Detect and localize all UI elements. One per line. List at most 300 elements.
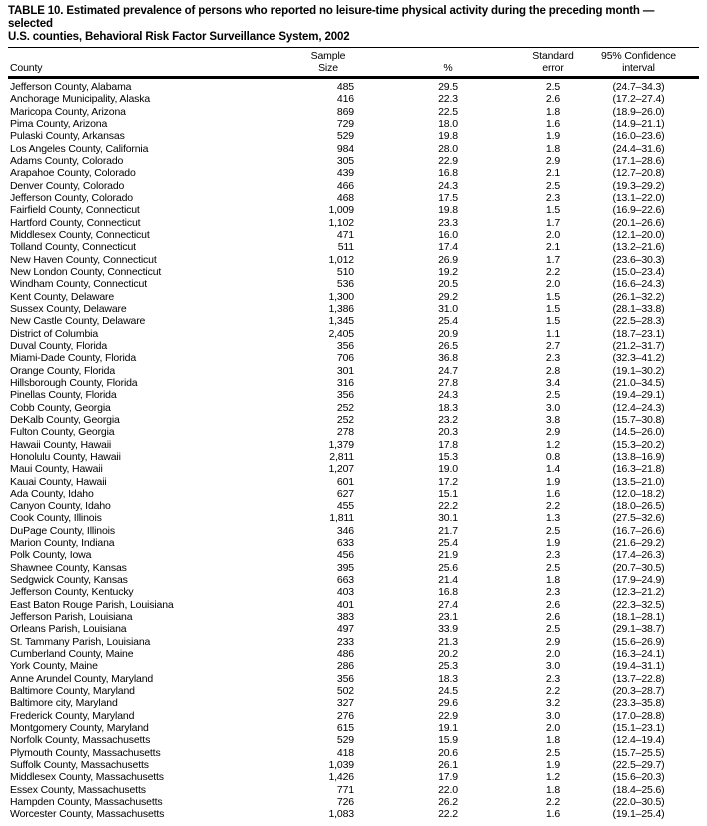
standard-error-cell: 2.6 bbox=[545, 93, 561, 106]
percent-cell: 22.5 bbox=[438, 105, 458, 118]
table-row bbox=[8, 488, 699, 500]
percent-cell: 21.9 bbox=[438, 549, 458, 562]
header-row bbox=[8, 48, 699, 78]
table-row bbox=[8, 106, 699, 118]
confidence-interval-cell: (12.4–24.3) bbox=[612, 401, 665, 414]
county-cell: Baltimore County, Maryland bbox=[10, 685, 135, 698]
table-row bbox=[8, 796, 699, 808]
standard-error-cell: 1.6 bbox=[545, 808, 561, 821]
standard-error-cell: 2.3 bbox=[545, 191, 561, 204]
table-row bbox=[8, 562, 699, 574]
county-cell: Norfolk County, Massachusetts bbox=[10, 734, 151, 747]
county-cell: Jefferson County, Colorado bbox=[10, 191, 133, 204]
county-cell: Pinellas County, Florida bbox=[10, 389, 117, 402]
county-cell: Middlesex County, Connecticut bbox=[10, 228, 150, 241]
county-cell: Arapahoe County, Colorado bbox=[10, 167, 136, 180]
confidence-interval-cell: (18.1–28.1) bbox=[612, 611, 665, 624]
table-row bbox=[8, 759, 699, 771]
confidence-interval-cell: (24.4–31.6) bbox=[612, 142, 665, 155]
confidence-interval-cell: (22.3–32.5) bbox=[612, 598, 665, 611]
confidence-interval-cell: (19.3–29.2) bbox=[612, 179, 665, 192]
standard-error-cell: 2.3 bbox=[545, 549, 561, 562]
confidence-interval-cell: (19.1–30.2) bbox=[612, 364, 665, 377]
confidence-interval-cell: (20.7–30.5) bbox=[612, 561, 665, 574]
sample-size-cell: 1,012 bbox=[328, 253, 354, 266]
sample-size-cell: 403 bbox=[336, 586, 354, 599]
percent-cell: 22.0 bbox=[438, 783, 458, 796]
confidence-interval-cell: (17.1–28.6) bbox=[612, 154, 665, 167]
percent-cell: 27.4 bbox=[438, 598, 458, 611]
sample-size-cell: 601 bbox=[336, 475, 354, 488]
standard-error-cell: 2.3 bbox=[545, 586, 561, 599]
confidence-interval-cell: (14.5–26.0) bbox=[612, 426, 665, 439]
county-cell: Cobb County, Georgia bbox=[10, 401, 111, 414]
county-cell: Suffolk County, Massachusetts bbox=[10, 759, 149, 772]
county-cell: Fairfield County, Connecticut bbox=[10, 204, 140, 217]
percent-cell: 19.1 bbox=[438, 722, 458, 735]
table-row bbox=[8, 278, 699, 290]
percent-cell: 20.2 bbox=[438, 648, 458, 661]
confidence-interval-cell: (23.3–35.8) bbox=[612, 697, 665, 710]
sample-size-cell: 726 bbox=[336, 796, 354, 809]
county-cell: Adams County, Colorado bbox=[10, 154, 124, 167]
confidence-interval-cell: (14.9–21.1) bbox=[612, 117, 665, 130]
standard-error-cell: 2.2 bbox=[545, 796, 561, 809]
confidence-interval-cell: (13.2–21.6) bbox=[612, 241, 665, 254]
sample-size-cell: 729 bbox=[336, 117, 354, 130]
standard-error-cell: 2.9 bbox=[545, 426, 561, 439]
standard-error-cell: 1.9 bbox=[545, 130, 561, 143]
confidence-interval-cell: (15.0–23.4) bbox=[612, 265, 665, 278]
sample-size-cell: 485 bbox=[336, 81, 354, 93]
percent-cell: 17.8 bbox=[438, 438, 458, 451]
sample-size-cell: 327 bbox=[336, 697, 354, 710]
percent-cell: 16.8 bbox=[438, 167, 458, 180]
county-cell: Baltimore city, Maryland bbox=[10, 697, 118, 710]
standard-error-cell: 1.6 bbox=[545, 487, 561, 500]
sample-size-cell: 346 bbox=[336, 524, 354, 537]
percent-cell: 22.3 bbox=[438, 93, 458, 106]
county-header-label: County bbox=[10, 61, 43, 74]
percent-header-label: % bbox=[443, 61, 453, 74]
standard-error-cell: 1.2 bbox=[545, 771, 561, 784]
sample-size-cell: 771 bbox=[336, 783, 354, 796]
county-cell: Fulton County, Georgia bbox=[10, 426, 115, 439]
sample-size-cell: 456 bbox=[336, 549, 354, 562]
sample-size-cell: 401 bbox=[336, 598, 354, 611]
sample-size-cell: 1,345 bbox=[328, 315, 354, 328]
table-row bbox=[8, 340, 699, 352]
county-cell: DuPage County, Illinois bbox=[10, 524, 115, 537]
ci-header-line1: 95% Confidence bbox=[601, 50, 676, 62]
confidence-interval-cell: (13.5–21.0) bbox=[612, 475, 665, 488]
county-cell: Anchorage Municipality, Alaska bbox=[10, 93, 151, 106]
sample-size-cell: 276 bbox=[336, 709, 354, 722]
county-cell: Sussex County, Delaware bbox=[10, 302, 127, 315]
county-cell: Frederick County, Maryland bbox=[10, 709, 135, 722]
table-row bbox=[8, 537, 699, 549]
column-header-sample-size bbox=[288, 48, 368, 78]
sample-size-cell: 252 bbox=[336, 401, 354, 414]
confidence-interval-cell: (12.7–20.8) bbox=[612, 167, 665, 180]
sample-size-cell: 536 bbox=[336, 278, 354, 291]
county-cell: Shawnee County, Kansas bbox=[10, 561, 127, 574]
confidence-interval-cell: (16.9–22.6) bbox=[612, 204, 665, 217]
percent-cell: 20.6 bbox=[438, 746, 458, 759]
sample-size-cell: 1,300 bbox=[328, 290, 354, 303]
confidence-interval-cell: (15.3–20.2) bbox=[612, 438, 665, 451]
standard-error-cell: 2.1 bbox=[545, 241, 561, 254]
table-row bbox=[8, 673, 699, 685]
standard-error-cell: 1.8 bbox=[545, 142, 561, 155]
column-header-percent bbox=[368, 48, 528, 78]
table-row bbox=[8, 328, 699, 340]
county-cell: New Haven County, Connecticut bbox=[10, 253, 157, 266]
standard-error-cell: 2.7 bbox=[545, 339, 561, 352]
percent-cell: 17.2 bbox=[438, 475, 458, 488]
sample-size-cell: 511 bbox=[337, 241, 354, 254]
sample-size-cell: 356 bbox=[336, 672, 354, 685]
county-cell: Miami-Dade County, Florida bbox=[10, 352, 137, 365]
percent-cell: 18.3 bbox=[438, 672, 458, 685]
se-header-line2: error bbox=[542, 61, 564, 74]
confidence-interval-cell: (21.6–29.2) bbox=[612, 537, 665, 550]
percent-cell: 18.0 bbox=[438, 117, 458, 130]
confidence-interval-cell: (16.0–23.6) bbox=[612, 130, 665, 143]
table-title-line2: U.S. counties, Behavioral Risk Factor Surveillance System, 2002 bbox=[8, 31, 350, 43]
percent-cell: 23.2 bbox=[438, 413, 458, 426]
table-row bbox=[8, 389, 699, 401]
table-row bbox=[8, 623, 699, 635]
percent-cell: 29.5 bbox=[438, 81, 458, 93]
sample-header-line2: Size bbox=[318, 61, 338, 74]
county-cell: Hawaii County, Hawaii bbox=[10, 438, 112, 451]
percent-cell: 25.4 bbox=[438, 315, 458, 328]
percent-cell: 23.3 bbox=[438, 216, 458, 229]
county-cell: Marion County, Indiana bbox=[10, 537, 115, 550]
confidence-interval-cell: (18.9–26.0) bbox=[612, 105, 665, 118]
county-cell: Tolland County, Connecticut bbox=[10, 241, 136, 254]
sample-size-cell: 529 bbox=[336, 734, 354, 747]
county-cell: Cook County, Illinois bbox=[10, 512, 102, 525]
confidence-interval-cell: (12.3–21.2) bbox=[612, 586, 665, 599]
table-row bbox=[8, 377, 699, 389]
percent-cell: 15.1 bbox=[438, 487, 458, 500]
percent-cell: 17.4 bbox=[438, 241, 458, 254]
prevalence-table bbox=[8, 48, 699, 821]
sample-size-cell: 869 bbox=[336, 105, 354, 118]
percent-cell: 16.8 bbox=[438, 586, 458, 599]
sample-size-cell: 706 bbox=[336, 352, 354, 365]
county-cell: St. Tammany Parish, Louisiana bbox=[10, 635, 151, 648]
sample-header-line1: Sample bbox=[310, 50, 346, 62]
sample-size-cell: 1,083 bbox=[328, 808, 354, 821]
confidence-interval-cell: (13.1–22.0) bbox=[612, 191, 665, 204]
standard-error-cell: 2.2 bbox=[545, 265, 561, 278]
percent-cell: 23.1 bbox=[438, 611, 458, 624]
standard-error-cell: 2.6 bbox=[545, 611, 561, 624]
standard-error-cell: 1.5 bbox=[545, 302, 561, 315]
sample-size-cell: 502 bbox=[336, 685, 354, 698]
standard-error-cell: 1.9 bbox=[545, 759, 561, 772]
confidence-interval-cell: (20.1–26.6) bbox=[612, 216, 665, 229]
standard-error-cell: 2.5 bbox=[545, 81, 561, 93]
ci-header-line2: interval bbox=[622, 61, 655, 74]
percent-cell: 22.2 bbox=[438, 500, 458, 513]
percent-cell: 24.7 bbox=[438, 364, 458, 377]
percent-cell: 24.5 bbox=[438, 685, 458, 698]
table-row bbox=[8, 747, 699, 759]
table-row bbox=[8, 710, 699, 722]
percent-cell: 30.1 bbox=[438, 512, 458, 525]
sample-size-cell: 1,426 bbox=[328, 771, 354, 784]
county-cell: Maui County, Hawaii bbox=[10, 463, 103, 476]
confidence-interval-cell: (12.1–20.0) bbox=[612, 228, 665, 241]
confidence-interval-cell: (16.3–24.1) bbox=[612, 648, 665, 661]
percent-cell: 36.8 bbox=[438, 352, 458, 365]
standard-error-cell: 2.0 bbox=[545, 722, 561, 735]
confidence-interval-cell: (18.0–26.5) bbox=[612, 500, 665, 513]
table-row bbox=[8, 586, 699, 598]
confidence-interval-cell: (15.7–25.5) bbox=[612, 746, 665, 759]
percent-cell: 29.6 bbox=[438, 697, 458, 710]
county-cell: Polk County, Iowa bbox=[10, 549, 92, 562]
confidence-interval-cell: (15.1–23.1) bbox=[612, 722, 665, 735]
standard-error-cell: 2.0 bbox=[545, 648, 561, 661]
percent-cell: 20.5 bbox=[438, 278, 458, 291]
percent-cell: 16.0 bbox=[438, 228, 458, 241]
se-header-line1: Standard bbox=[532, 50, 574, 62]
table-row bbox=[8, 611, 699, 623]
table-row bbox=[8, 414, 699, 426]
table-row bbox=[8, 365, 699, 377]
percent-cell: 17.9 bbox=[438, 771, 458, 784]
standard-error-cell: 2.5 bbox=[545, 179, 561, 192]
county-cell: Pulaski County, Arkansas bbox=[10, 130, 125, 143]
table-row bbox=[8, 784, 699, 796]
percent-cell: 22.2 bbox=[438, 808, 458, 821]
table-row bbox=[8, 291, 699, 303]
table-row bbox=[8, 685, 699, 697]
table-row bbox=[8, 254, 699, 266]
confidence-interval-cell: (21.2–31.7) bbox=[612, 339, 665, 352]
column-header-standard-error bbox=[528, 48, 578, 78]
percent-cell: 26.5 bbox=[438, 339, 458, 352]
sample-size-cell: 278 bbox=[336, 426, 354, 439]
table-row bbox=[8, 241, 699, 253]
percent-cell: 28.0 bbox=[438, 142, 458, 155]
standard-error-cell: 2.5 bbox=[545, 561, 561, 574]
standard-error-cell: 1.1 bbox=[545, 327, 561, 340]
sample-size-cell: 466 bbox=[336, 179, 354, 192]
table-row bbox=[8, 648, 699, 660]
sample-size-cell: 383 bbox=[336, 611, 354, 624]
confidence-interval-cell: (21.0–34.5) bbox=[612, 376, 665, 389]
table-row bbox=[8, 808, 699, 820]
standard-error-cell: 1.4 bbox=[545, 463, 561, 476]
percent-cell: 15.9 bbox=[438, 734, 458, 747]
standard-error-cell: 2.6 bbox=[545, 598, 561, 611]
confidence-interval-cell: (24.7–34.3) bbox=[612, 81, 665, 93]
sample-size-cell: 1,102 bbox=[328, 216, 354, 229]
table-row bbox=[8, 315, 699, 327]
percent-cell: 19.8 bbox=[438, 130, 458, 143]
table-row bbox=[8, 463, 699, 475]
sample-size-cell: 252 bbox=[336, 413, 354, 426]
county-cell: York County, Maine bbox=[10, 660, 98, 673]
percent-cell: 26.2 bbox=[438, 796, 458, 809]
sample-size-cell: 1,379 bbox=[328, 438, 354, 451]
standard-error-cell: 1.7 bbox=[545, 253, 561, 266]
county-cell: Orleans Parish, Louisiana bbox=[10, 623, 127, 636]
table-row bbox=[8, 229, 699, 241]
percent-cell: 31.0 bbox=[438, 302, 458, 315]
county-cell: Jefferson Parish, Louisiana bbox=[10, 611, 133, 624]
county-cell: Pima County, Arizona bbox=[10, 117, 108, 130]
sample-size-cell: 1,386 bbox=[328, 302, 354, 315]
table-row bbox=[8, 660, 699, 672]
percent-cell: 19.0 bbox=[438, 463, 458, 476]
county-cell: Hillsborough County, Florida bbox=[10, 376, 138, 389]
table-row bbox=[8, 734, 699, 746]
table-row bbox=[8, 155, 699, 167]
table-row bbox=[8, 167, 699, 179]
confidence-interval-cell: (19.4–31.1) bbox=[612, 660, 665, 673]
table-row bbox=[8, 426, 699, 438]
county-cell: New London County, Connecticut bbox=[10, 265, 162, 278]
county-cell: Los Angeles County, California bbox=[10, 142, 149, 155]
standard-error-cell: 2.9 bbox=[545, 154, 561, 167]
confidence-interval-cell: (17.4–26.3) bbox=[612, 549, 665, 562]
table-row bbox=[8, 599, 699, 611]
standard-error-cell: 2.5 bbox=[545, 746, 561, 759]
confidence-interval-cell: (13.8–16.9) bbox=[612, 450, 665, 463]
sample-size-cell: 455 bbox=[336, 500, 354, 513]
table-row bbox=[8, 402, 699, 414]
table-row bbox=[8, 525, 699, 537]
percent-cell: 26.9 bbox=[438, 253, 458, 266]
sample-size-cell: 2,811 bbox=[329, 450, 354, 463]
table-row bbox=[8, 78, 699, 94]
percent-cell: 24.3 bbox=[438, 179, 458, 192]
sample-size-cell: 416 bbox=[336, 93, 354, 106]
table-row bbox=[8, 549, 699, 561]
sample-size-cell: 2,405 bbox=[328, 327, 354, 340]
confidence-interval-cell: (18.7–23.1) bbox=[612, 327, 665, 340]
confidence-interval-cell: (32.3–41.2) bbox=[612, 352, 665, 365]
standard-error-cell: 1.8 bbox=[545, 734, 561, 747]
confidence-interval-cell: (19.4–29.1) bbox=[612, 389, 665, 402]
county-cell: Plymouth County, Massachusetts bbox=[10, 746, 161, 759]
sample-size-cell: 633 bbox=[336, 537, 354, 550]
confidence-interval-cell: (16.3–21.8) bbox=[612, 463, 665, 476]
standard-error-cell: 3.0 bbox=[545, 709, 561, 722]
county-cell: Cumberland County, Maine bbox=[10, 648, 134, 661]
standard-error-cell: 1.3 bbox=[545, 512, 561, 525]
standard-error-cell: 2.3 bbox=[545, 352, 561, 365]
table-row bbox=[8, 204, 699, 216]
county-cell: Orange County, Florida bbox=[10, 364, 116, 377]
sample-size-cell: 1,009 bbox=[328, 204, 354, 217]
standard-error-cell: 1.8 bbox=[545, 105, 561, 118]
standard-error-cell: 2.0 bbox=[545, 228, 561, 241]
confidence-interval-cell: (26.1–32.2) bbox=[612, 290, 665, 303]
percent-cell: 27.8 bbox=[438, 376, 458, 389]
sample-size-cell: 395 bbox=[336, 561, 354, 574]
standard-error-cell: 2.1 bbox=[545, 167, 561, 180]
sample-size-cell: 233 bbox=[336, 635, 354, 648]
table-row bbox=[8, 771, 699, 783]
sample-size-cell: 439 bbox=[336, 167, 354, 180]
confidence-interval-cell: (23.6–30.3) bbox=[612, 253, 665, 266]
confidence-interval-cell: (16.7–26.6) bbox=[612, 524, 665, 537]
percent-cell: 29.2 bbox=[438, 290, 458, 303]
table-row bbox=[8, 722, 699, 734]
table-body bbox=[8, 78, 699, 821]
table-row bbox=[8, 451, 699, 463]
table-row bbox=[8, 439, 699, 451]
table-row bbox=[8, 118, 699, 130]
confidence-interval-cell: (15.6–20.3) bbox=[612, 771, 665, 784]
county-cell: Hampden County, Massachusetts bbox=[10, 796, 163, 809]
county-cell: Montgomery County, Maryland bbox=[10, 722, 149, 735]
county-cell: Duval County, Florida bbox=[10, 339, 108, 352]
confidence-interval-cell: (22.0–30.5) bbox=[612, 796, 665, 809]
standard-error-cell: 2.5 bbox=[545, 524, 561, 537]
county-cell: Maricopa County, Arizona bbox=[10, 105, 126, 118]
sample-size-cell: 301 bbox=[336, 364, 354, 377]
percent-cell: 25.3 bbox=[438, 660, 458, 673]
percent-cell: 25.6 bbox=[438, 561, 458, 574]
confidence-interval-cell: (13.7–22.8) bbox=[612, 672, 665, 685]
sample-size-cell: 356 bbox=[336, 389, 354, 402]
sample-size-cell: 305 bbox=[336, 154, 354, 167]
confidence-interval-cell: (27.5–32.6) bbox=[612, 512, 665, 525]
standard-error-cell: 1.9 bbox=[545, 537, 561, 550]
sample-size-cell: 984 bbox=[336, 142, 354, 155]
percent-cell: 22.9 bbox=[438, 709, 458, 722]
table-row bbox=[8, 143, 699, 155]
confidence-interval-cell: (16.6–24.3) bbox=[612, 278, 665, 291]
percent-cell: 33.9 bbox=[438, 623, 458, 636]
standard-error-cell: 1.2 bbox=[545, 438, 561, 451]
county-cell: New Castle County, Delaware bbox=[10, 315, 146, 328]
county-cell: Middlesex County, Massachusetts bbox=[10, 771, 164, 784]
standard-error-cell: 0.8 bbox=[545, 450, 561, 463]
sample-size-cell: 615 bbox=[336, 722, 354, 735]
confidence-interval-cell: (20.3–28.7) bbox=[612, 685, 665, 698]
confidence-interval-cell: (12.0–18.2) bbox=[612, 487, 665, 500]
confidence-interval-cell: (29.1–38.7) bbox=[612, 623, 665, 636]
standard-error-cell: 2.5 bbox=[545, 623, 561, 636]
table-row bbox=[8, 192, 699, 204]
sample-size-cell: 1,811 bbox=[329, 512, 354, 525]
percent-cell: 20.9 bbox=[438, 327, 458, 340]
percent-cell: 15.3 bbox=[438, 450, 458, 463]
confidence-interval-cell: (22.5–28.3) bbox=[612, 315, 665, 328]
standard-error-cell: 2.2 bbox=[545, 500, 561, 513]
sample-size-cell: 510 bbox=[336, 265, 354, 278]
confidence-interval-cell: (18.4–25.6) bbox=[612, 783, 665, 796]
sample-size-cell: 529 bbox=[336, 130, 354, 143]
percent-cell: 22.9 bbox=[438, 154, 458, 167]
county-cell: East Baton Rouge Parish, Louisiana bbox=[10, 598, 174, 611]
sample-size-cell: 471 bbox=[336, 228, 354, 241]
sample-size-cell: 663 bbox=[336, 574, 354, 587]
sample-size-cell: 486 bbox=[336, 648, 354, 661]
standard-error-cell: 1.8 bbox=[545, 574, 561, 587]
standard-error-cell: 1.9 bbox=[545, 475, 561, 488]
